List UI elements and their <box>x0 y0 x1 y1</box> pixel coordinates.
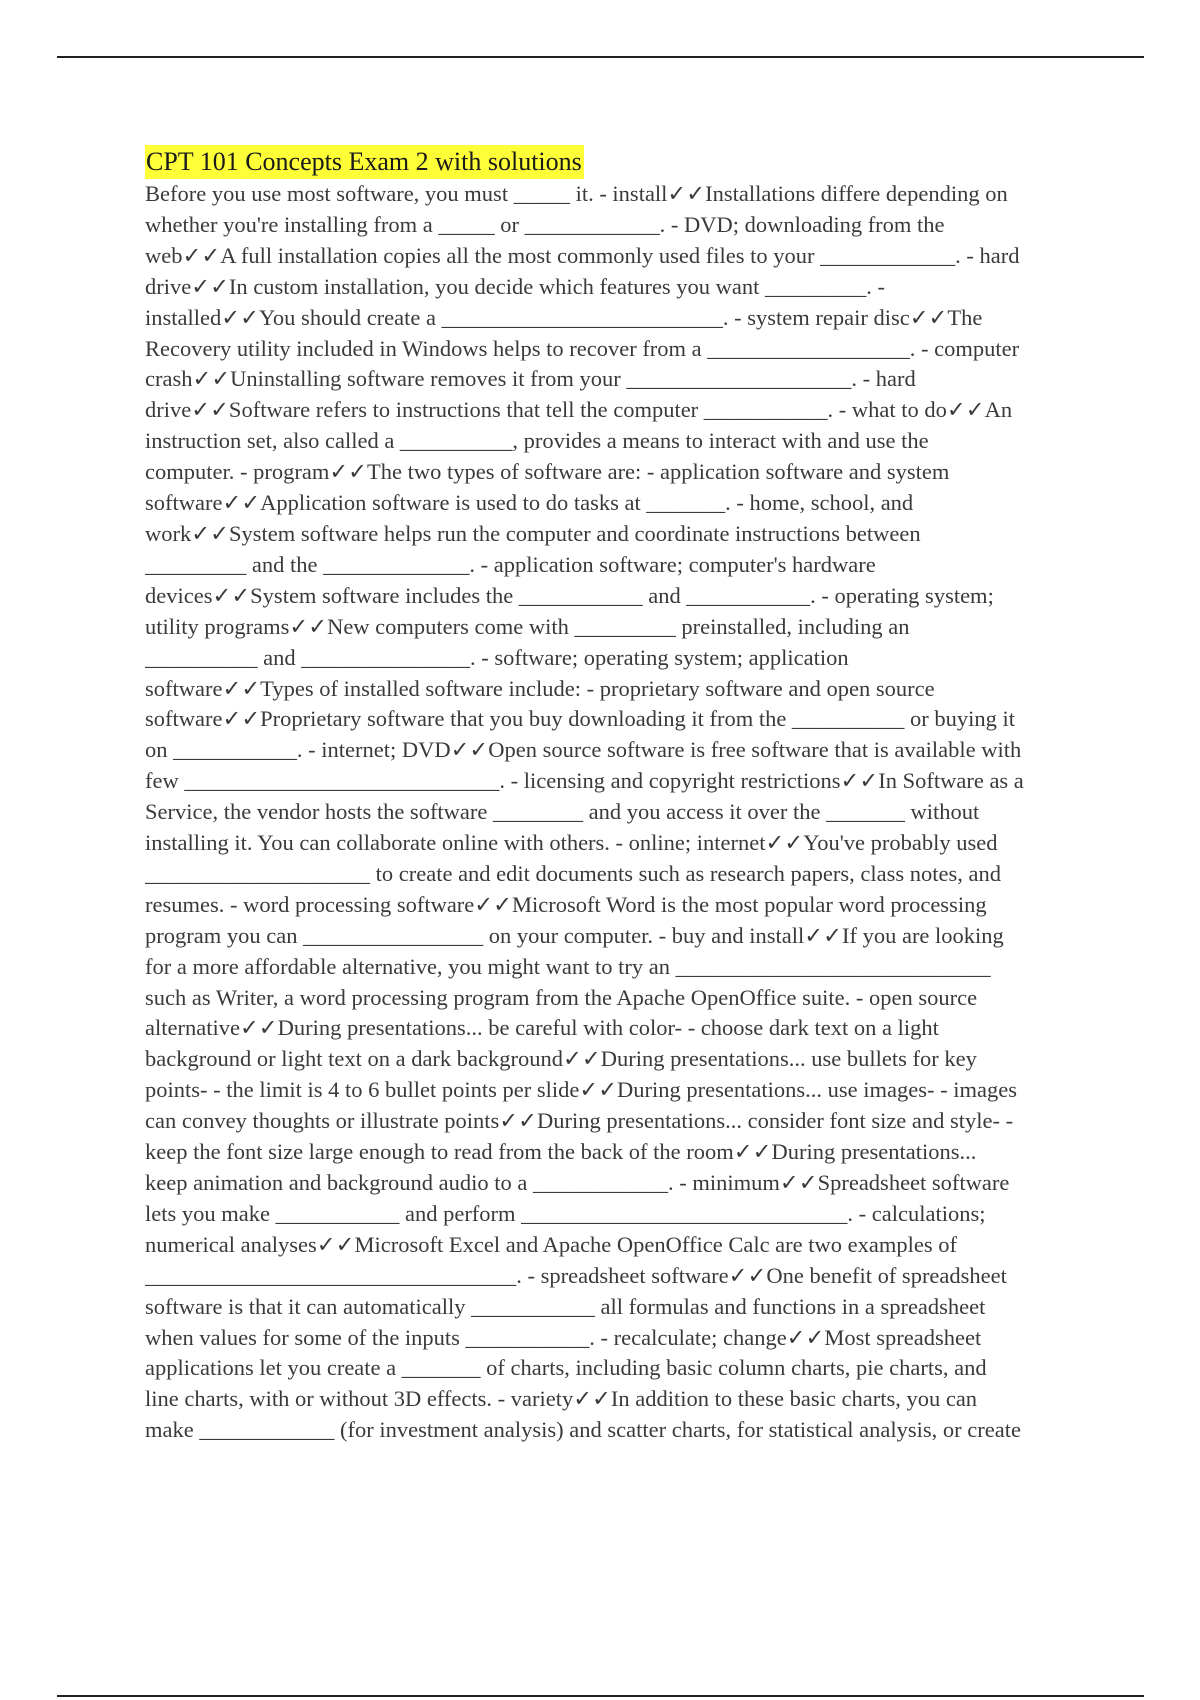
text-line: program you can ________________ on your computer. - buy and install✓✓If you are looking <box>145 922 1004 948</box>
text-line: ____________________ to create and edit documents such as research papers, class notes, and <box>145 860 1002 886</box>
text-line: web✓✓A full installation copies all the most commonly used files to your ____________. - hard <box>145 242 1020 268</box>
top-divider <box>57 56 1144 58</box>
document-body <box>145 179 1095 1446</box>
text-line: instruction set, also called a __________, provides a means to interact with and use the <box>145 428 929 454</box>
text-line: such as Writer, a word processing program from the Apache OpenOffice suite. - open source <box>145 984 978 1010</box>
text-line: software✓✓Application software is used to do tasks at _______. - home, school, and <box>145 490 914 516</box>
text-line: for a more affordable alternative, you might want to try an ____________________________ <box>145 953 991 979</box>
text-line: crash✓✓Uninstalling software removes it from your ____________________. - hard <box>145 366 916 392</box>
text-line: installed✓✓You should create a _________________________. - system repair disc✓✓The <box>145 304 983 330</box>
text-line: applications let you create a _______ of charts, including basic column charts, pie charts, and <box>145 1355 987 1381</box>
text-line: whether you're installing from a _____ or ____________. - DVD; downloading from the <box>145 211 945 237</box>
text-line: Recovery utility included in Windows helps to recover from a __________________. - computer <box>145 335 1020 361</box>
text-line: make ____________ (for investment analysis) and scatter charts, for statistical analysis, or create <box>145 1417 1021 1443</box>
text-line: keep animation and background audio to a ____________. - minimum✓✓Spreadsheet software <box>145 1170 1010 1195</box>
text-line: alternative✓✓During presentations... be careful with color- - choose dark text on a light <box>145 1015 939 1041</box>
text-line: drive✓✓In custom installation, you decide which features you want _________. - <box>145 273 886 299</box>
text-line: numerical analyses✓✓Microsoft Excel and Apache OpenOffice Calc are two examples of <box>145 1231 957 1257</box>
text-line: _________________________________. - spreadsheet software✓✓One benefit of spreadsheet <box>145 1262 1007 1288</box>
text-line: installing it. You can collaborate online with others. - online; internet✓✓You've probably used <box>145 830 998 856</box>
text-line: lets you make ___________ and perform _____________________________. - calculations; <box>145 1200 986 1226</box>
text-line: software is that it can automatically ___________ all formulas and functions in a spreadsheet <box>145 1293 986 1319</box>
text-line: keep the font size large enough to read from the back of the room✓✓During presentations... <box>145 1139 977 1165</box>
text-line: work✓✓System software helps run the computer and coordinate instructions between <box>145 520 921 546</box>
text-line: software✓✓Proprietary software that you buy downloading it from the __________ or buying it <box>145 706 1016 732</box>
text-line: few ____________________________. - licensing and copyright restrictions✓✓In Software as a <box>145 768 1024 794</box>
document-title: CPT 101 Concepts Exam 2 with solutions <box>145 145 584 179</box>
text-line: background or light text on a dark background✓✓During presentations... use bullets for key <box>145 1046 977 1072</box>
text-line: devices✓✓System software includes the ___________ and ___________. - operating system; <box>145 582 994 608</box>
text-line: drive✓✓Software refers to instructions that tell the computer ___________. - what to do✓✓An <box>145 397 1013 423</box>
text-line: resumes. - word processing software✓✓Microsoft Word is the most popular word processing <box>145 891 987 917</box>
text-line: computer. - program✓✓The two types of software are: - application software and system <box>145 459 950 485</box>
text-line: on ___________. - internet; DVD✓✓Open source software is free software that is available with <box>145 737 1022 763</box>
text-line: utility programs✓✓New computers come with _________ preinstalled, including an <box>145 613 910 639</box>
text-line: __________ and _______________. - software; operating system; application <box>145 644 849 670</box>
text-line: can convey thoughts or illustrate points✓✓During presentations... consider font size and style- - <box>145 1108 1014 1134</box>
text-line: points- - the limit is 4 to 6 bullet points per slide✓✓During presentations... use images- - images <box>145 1077 1017 1103</box>
text-line: line charts, with or without 3D effects. - variety✓✓In addition to these basic charts, you can <box>145 1386 978 1412</box>
text-line: when values for some of the inputs ___________. - recalculate; change✓✓Most spreadsheet <box>145 1324 982 1350</box>
text-line: Before you use most software, you must _____ it. - install✓✓Installations differe depending on <box>145 181 1008 206</box>
bottom-divider <box>57 1695 1144 1697</box>
text-line: Service, the vendor hosts the software ________ and you access it over the _______ without <box>145 799 980 825</box>
text-line: software✓✓Types of installed software include: - proprietary software and open source <box>145 675 935 701</box>
text-line: _________ and the _____________. - application software; computer's hardware <box>145 551 876 577</box>
